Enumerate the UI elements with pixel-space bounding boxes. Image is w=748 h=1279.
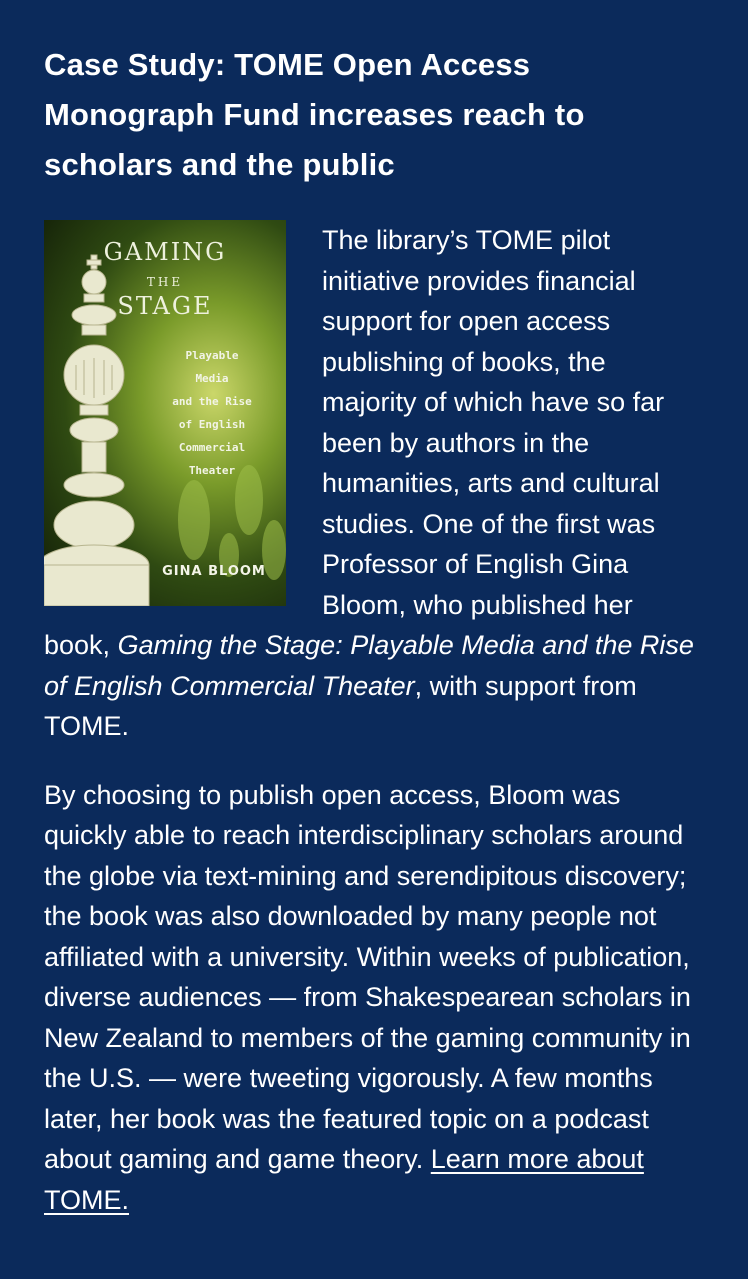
cover-title-line3: STAGE xyxy=(117,292,213,320)
cover-subtitle-line: and the Rise xyxy=(172,395,252,408)
cover-title-line1: GAMING xyxy=(103,238,227,266)
cover-subtitle-line: Commercial xyxy=(178,441,246,454)
book-title: Gaming the Stage: Playable Media and the Rise of English Commercial Theater xyxy=(44,630,694,701)
cover-subtitle-line: of English xyxy=(178,418,246,431)
cover-subtitle-line: Media xyxy=(195,372,229,385)
cover-subtitle-line: Theater xyxy=(188,464,236,477)
cover-author: GINA BLOOM xyxy=(162,564,266,579)
learn-more-link[interactable]: Learn more about TOME. xyxy=(44,1144,644,1215)
cover-subtitle-line: Playable xyxy=(185,349,239,362)
intro-text-end: , with support from TOME. xyxy=(44,670,637,741)
cover-title-line2: THE xyxy=(146,275,184,289)
book-cover-image xyxy=(44,220,286,606)
cover-subtitle xyxy=(162,344,262,482)
impact-text: By choosing to publish open access, Bloom was quickly able to reach interdisciplinary scholars around the globe via text-mining and serendipitous discovery; the book was also downloaded by many people not affiliated with a university. Within weeks of publication, diverse audiences — from Shakespearean scholars in New Zealand to members of the gaming community in the U.S. — were tweeting vigorously. A few months later, her book was the featured topic on a podcast about gaming and game theory. xyxy=(44,779,691,1174)
intro-text: The library’s TOME pilot initiative provides financial support for open access publishing of books, the majority of which have so far been by authors in the humanities, arts and cultural studies. One of the first was Professor of English Gina Bloom, who published her book, xyxy=(44,225,665,660)
case-study-content xyxy=(44,220,704,1220)
impact-paragraph xyxy=(44,775,704,1221)
case-study-title: Case Study: TOME Open Access Monograph Fund increases reach to scholars and the public xyxy=(44,47,585,182)
